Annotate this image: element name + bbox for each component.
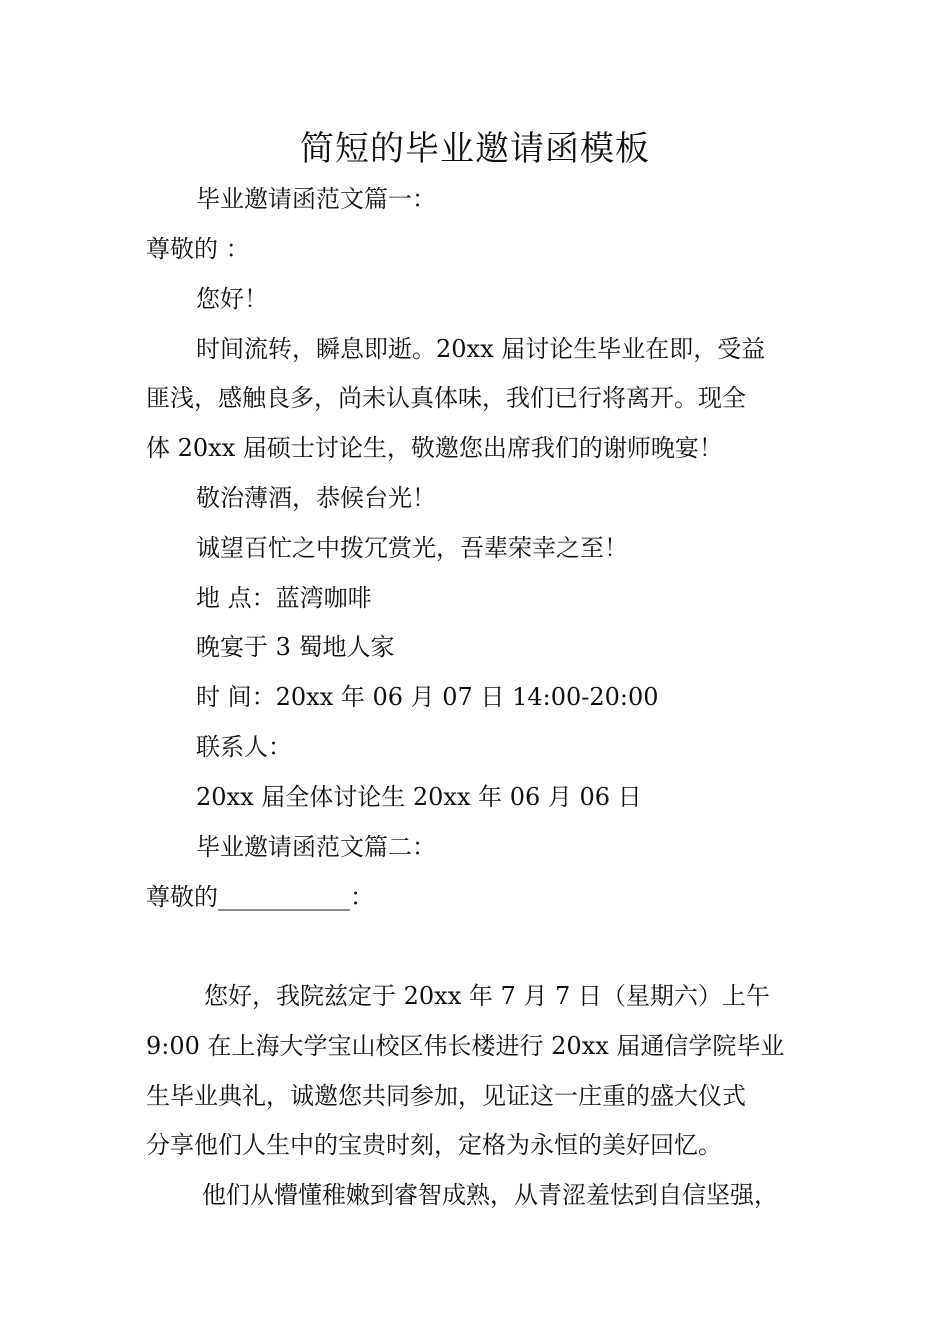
contact-line: 联系人： — [196, 733, 292, 761]
venue-line: 地 点：蓝湾咖啡 — [196, 584, 372, 612]
paragraph-line: 9:00 在上海大学宝山校区伟长楼进行 20xx 届通信学院毕业 — [146, 1032, 785, 1060]
salutation-1: 尊敬的 ： — [146, 235, 250, 263]
paragraph-line: 您好，我院兹定于 20xx 年 7 月 7 日（星期六）上午 — [204, 982, 770, 1010]
paragraph-line: 敬治薄酒，恭候台光！ — [196, 484, 436, 512]
section-heading-2: 毕业邀请函范文篇二： — [196, 833, 436, 861]
paragraph-line: 生毕业典礼，诚邀您共同参加，见证这一庄重的盛大仪式 — [146, 1082, 746, 1110]
paragraph-line: 诚望百忙之中拨冗赏光，吾辈荣幸之至！ — [196, 534, 628, 562]
document-title: 简短的毕业邀请函模板 — [300, 129, 650, 169]
greeting-1: 您好！ — [196, 285, 268, 313]
dinner-line: 晚宴于 3 蜀地人家 — [196, 633, 395, 661]
signature-line: 20xx 届全体讨论生 20xx 年 06 月 06 日 — [196, 783, 642, 811]
paragraph-line: 匪浅，感触良多，尚未认真体味，我们已行将离开。现全 — [146, 384, 746, 412]
paragraph-line: 体 20xx 届硕士讨论生，敬邀您出席我们的谢师晚宴！ — [146, 434, 723, 462]
paragraph-line: 分享他们人生中的宝贵时刻，定格为永恒的美好回忆。 — [146, 1131, 722, 1159]
paragraph-line: 时间流转，瞬息即逝。20xx 届讨论生毕业在即，受益 — [196, 335, 766, 363]
time-line: 时 间：20xx 年 06 月 07 日 14:00-20:00 — [196, 683, 659, 711]
salutation-2: 尊敬的___________： — [146, 883, 374, 911]
paragraph-line: 他们从懵懂稚嫩到睿智成熟，从青涩羞怯到自信坚强， — [202, 1181, 778, 1209]
section-heading-1: 毕业邀请函范文篇一： — [196, 185, 436, 213]
